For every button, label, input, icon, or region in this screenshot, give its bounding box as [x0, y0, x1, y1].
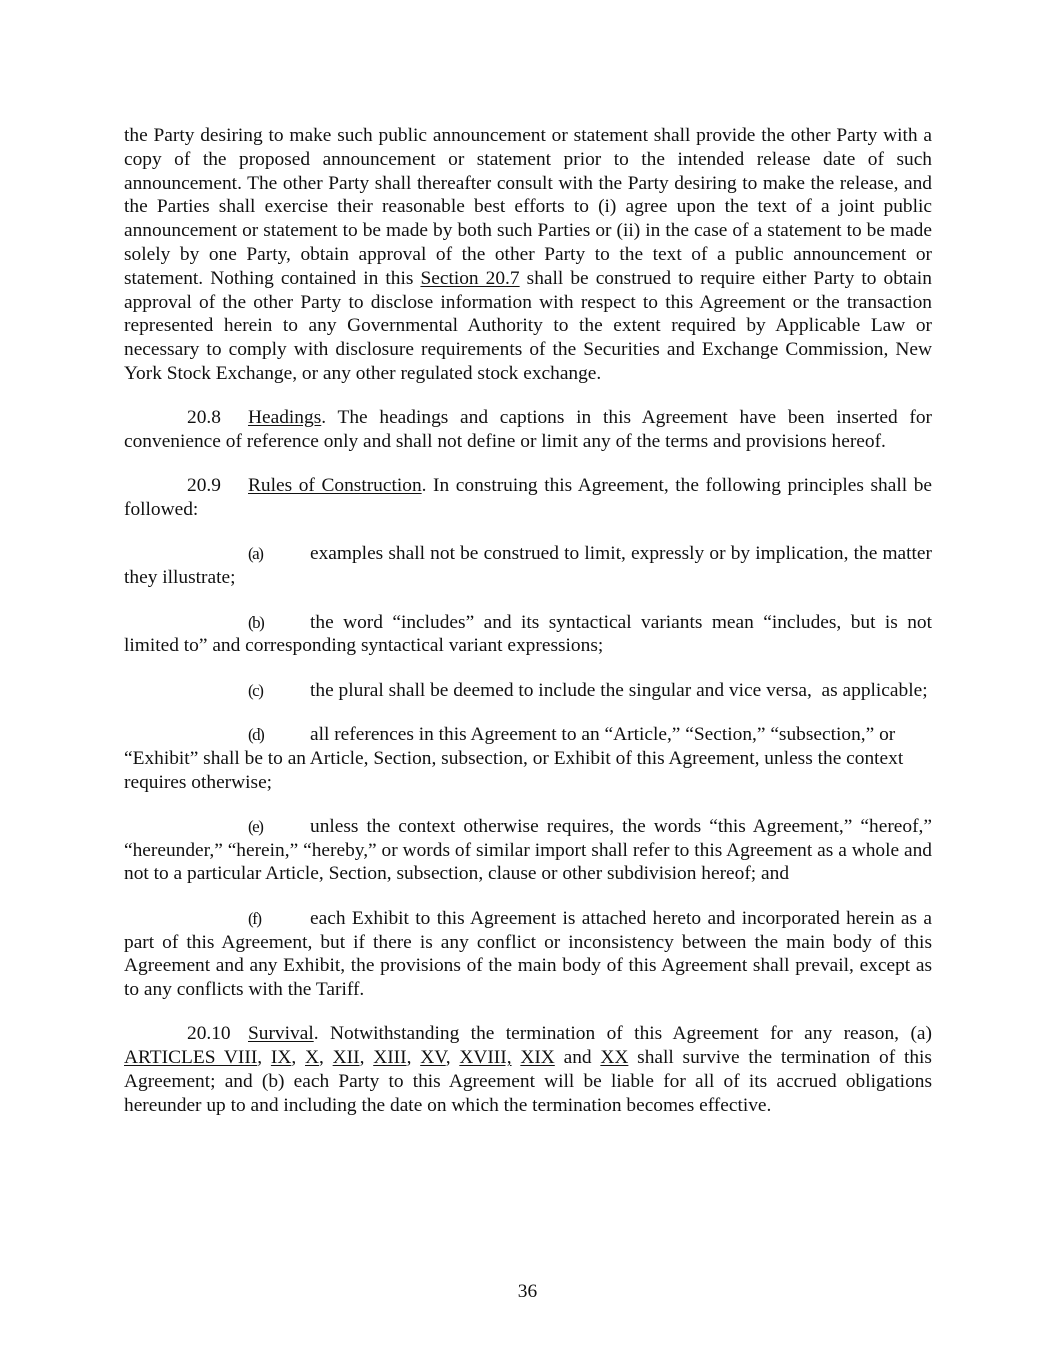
section-heading: Survival: [248, 1023, 314, 1045]
list-item-e: (e) unless the context otherwise requires, the words “this Agreement,” “hereof,” “hereunder,” “herein,” “hereby,” or words of similar import shall refer to this Agreement as a whole and not to a particular Article, Section, subsection, clause or other subdivision hereof; and: [124, 815, 932, 885]
section-number: 20.9: [187, 475, 221, 497]
section-heading: Rules of Construction: [248, 475, 422, 497]
document-body: [124, 124, 936, 1138]
paragraph-20-7-continued: the Party desiring to make such public announcement or statement shall provide the other Party with a copy of the proposed announcement or statement prior to the intended release date of such announcement. The other Party shall thereafter consult with the Party desiring to make the release, and the Parties shall exercise their reasonable best efforts to (i) agree upon the text of a joint public announcement or statement to be made by both such Parties or (ii) in the case of a statement to be made solely by one Party, obtain approval of the other Party to the text of a public announcement or statement. Nothing contained in this Section 20.7 shall be construed to require either Party to obtain approval of the other Party to disclose information with respect to this Agreement or the transaction represented herein to any Governmental Authority to the extent required by Applicable Law or necessary to comply with disclosure requirements of the Securities and Exchange Commission, New York Stock Exchange, or any other regulated stock exchange.: [124, 125, 932, 384]
list-item-f: (f) each Exhibit to this Agreement is attached hereto and incorporated herein as a part of this Agreement, but if there is any conflict or inconsistency between the main body of this Agreement and any Exhibit, the provisions of the main body of this Agreement shall prevail, except as to any conflicts with the Tariff.: [124, 907, 932, 1001]
list-item-c: (c) the plural shall be deemed to include the singular and vice versa, as applicable;: [248, 679, 928, 701]
article-reference: ARTICLES VIII: [124, 1047, 258, 1069]
list-item-a: (a) examples shall not be construed to limit, expressly or by implication, the matter they illustrate;: [124, 543, 932, 589]
article-reference: X: [305, 1047, 320, 1069]
section-20-8: 20.8 Headings. The headings and captions in this Agreement have been inserted for convenience of reference only and shall not define or limit any of the terms and provisions hereof.: [124, 407, 932, 453]
item-letter: (a): [248, 544, 263, 564]
section-number: 20.8: [187, 407, 221, 429]
section-number: 20.10: [187, 1023, 231, 1045]
item-letter: (f): [248, 908, 261, 928]
article-reference: IX: [270, 1047, 292, 1069]
list-item-b: (b) the word “includes” and its syntactical variants mean “includes, but is not limited to” and corresponding syntactical variant expressions;: [124, 611, 932, 657]
item-letter: (c): [248, 680, 263, 700]
list-item-d: (d) all references in this Agreement to an “Article,” “Section,” “subsection,” or “Exhibit” shall be to an Article, Section, subsection, or Exhibit of this Agreement, unless the context requires otherwise;: [124, 723, 904, 793]
item-letter: (b): [248, 612, 264, 632]
article-reference: XIII: [373, 1047, 407, 1069]
article-reference: XX: [600, 1047, 629, 1069]
article-reference: XVIII,: [459, 1047, 512, 1069]
article-reference: XIX: [520, 1047, 555, 1069]
article-reference: XV: [420, 1047, 446, 1069]
item-letter: (e): [248, 816, 263, 836]
article-reference: XII: [332, 1047, 360, 1069]
section-20-7-reference: Section 20.7: [420, 267, 520, 289]
section-heading: Headings: [248, 407, 322, 429]
section-20-9: 20.9 Rules of Construction. In construing this Agreement, the following principles shall be followed:: [124, 475, 933, 521]
section-20-10: 20.10 Survival. Notwithstanding the termination of this Agreement for any reason, (a) ARTICLES VIII, IX, X, XII, XIII, XV, XVIII, XIX and XX shall survive the termination of this Agreement; and (b) each Party to this Agreement will be liable for all of its accrued obligations hereunder up to and including the date on which the termination becomes effective.: [124, 1023, 936, 1116]
item-letter: (d): [248, 724, 264, 744]
page-number: 36: [517, 1281, 538, 1302]
